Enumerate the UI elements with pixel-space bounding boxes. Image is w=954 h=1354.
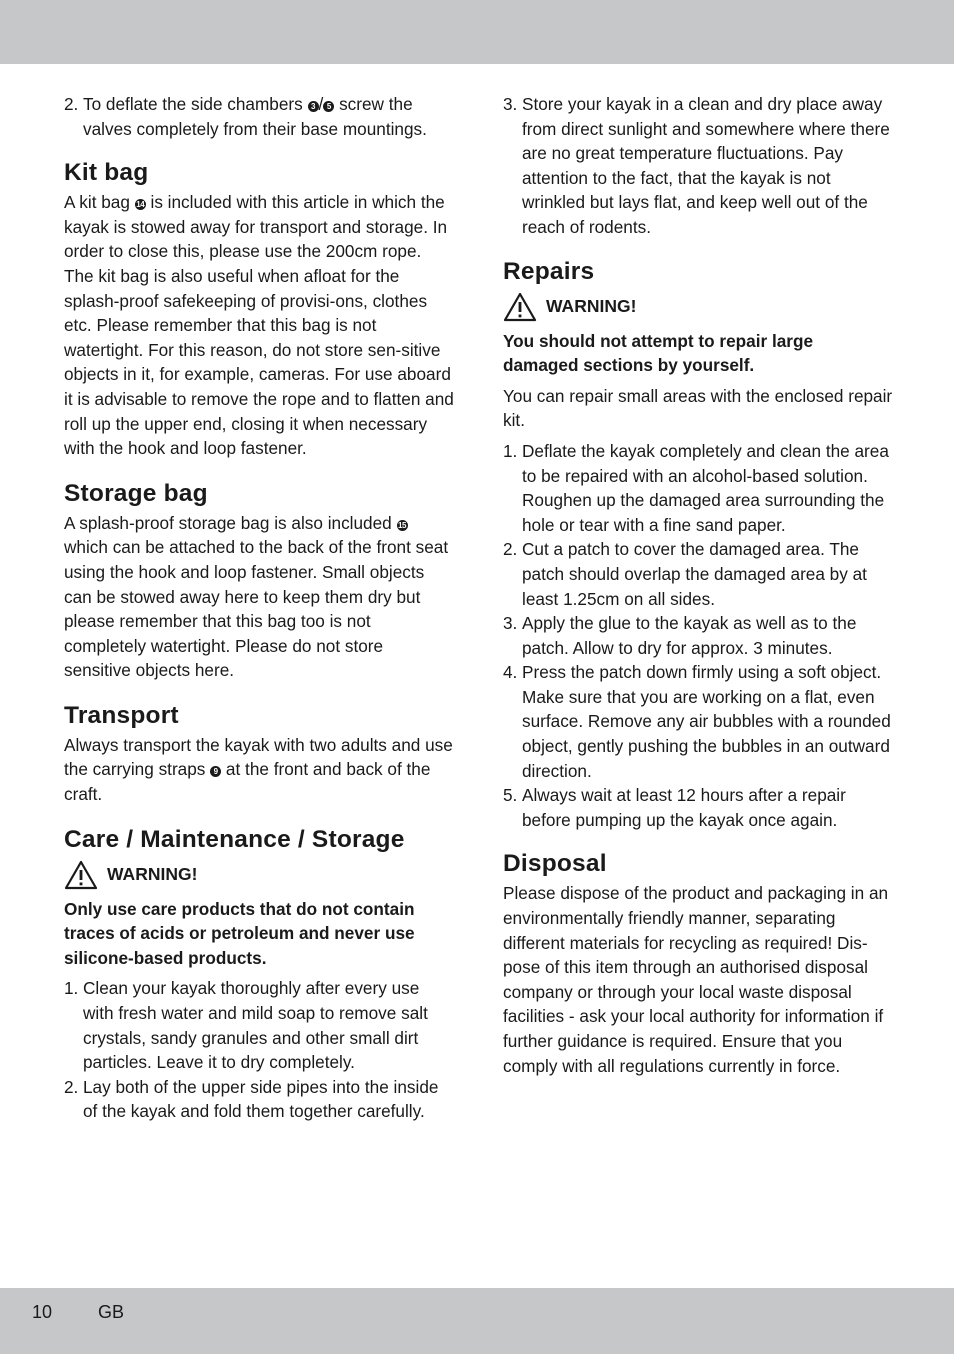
right-column (503, 92, 893, 1078)
care-list (64, 976, 454, 1124)
warning-label: WARNING! (546, 296, 637, 317)
storage-bag-paragraph: A splash-proof storage bag is also included 15 which can be attached to the back of the front seat using the hook and loop fastener. Small objects can be stowed away here to keep them dry but please remember that this bag too is not completely watertight. Please do not store sensitive objects here. (64, 512, 449, 681)
repairs-intro: You can repair small areas with the enclosed repair kit. (503, 385, 893, 431)
list-item: 3. Store your kayak in a clean and dry place away from direct sunlight and somewhere where there are no great temperature fluctuations. Pay attention to the fact, that the kayak is not wrinkled but lays flat, and keep well out of the reach of rodents. (503, 94, 890, 237)
list-item: 2. Cut a patch to cover the damaged area. The patch should overlap the damaged area by at least 1.25cm on all sides. (503, 539, 867, 609)
list-item: 2. Lay both of the upper side pipes into the inside of the kayak and fold them together carefully. (64, 1076, 439, 1122)
care-heading: Care / Maintenance / Storage (64, 825, 405, 853)
repairs-list (503, 439, 893, 833)
transport-paragraph: Always transport the kayak with two adults and use the carrying straps 9 at the front and back of the craft. (64, 734, 453, 805)
repairs-heading: Repairs (503, 257, 595, 285)
disposal-paragraph: Please dispose of the product and packaging in an environmentally friendly manner, separating different materials for recycling as required! Dis-pose of this item through an authorised disposal company or through your local waste disposal facilities - ask your local authority for information if further guidance is required. Ensure that you comply with all regulations currently in force. (503, 883, 889, 1076)
warning-triangle-icon (64, 860, 98, 890)
part-ref-badge: 9 (210, 766, 221, 777)
disposal-heading: Disposal (503, 850, 607, 878)
header-band (0, 0, 954, 64)
list-item: 3. Apply the glue to the kayak as well as to the patch. Allow to dry for approx. 3 minutes. (503, 613, 857, 658)
list-item: 1. Deflate the kayak completely and clean the area to be repaired with an alcohol-based solution. Roughen up the damaged area surrounding the hole or tear with a fine sand paper. (503, 440, 889, 535)
kit-bag-paragraph: A kit bag 14 is included with this article in which the kayak is stowed away for transport and storage. In order to close this, please use the 200cm rope. The kit bag is also useful when afloat for the splash-proof safekeeping of provisi-ons, clothes etc. Please remember that this bag is not watertight. For this reason, do not store sen-sitive objects in it, for example, cameras. For use aboard it is advisable to remove the rope and to flatten and roll up the upper end, closing it when necessary with the hook and loop fastener. (64, 192, 454, 459)
repairs-warning-text: You should not attempt to repair large damaged sections by yourself. (503, 330, 814, 376)
part-ref-badge: 15 (398, 520, 406, 530)
footer-band (0, 1288, 954, 1354)
list-item: 5. Always wait at least 12 hours after a repair before pumping up the kayak once again. (503, 785, 846, 830)
care-warning-text: Only use care products that do not contain traces of acids or petroleum and never use silicone-based products. (64, 898, 415, 968)
transport-heading: Transport (64, 701, 179, 729)
part-ref-badge: 5 (323, 101, 334, 112)
left-column (64, 92, 454, 1124)
part-ref-badge: 14 (136, 200, 145, 210)
care-list-continued-intro (64, 92, 454, 141)
care-list-continued (503, 92, 893, 240)
list-item: 1. Clean your kayak thoroughly after every use with fresh water and mild soap to remove salt crystals, sandy granules and other small dirt particles. Leave it to dry completely. (64, 978, 428, 1073)
page-number: 10 (32, 1302, 53, 1322)
kit-bag-heading: Kit bag (64, 159, 149, 187)
storage-bag-heading: Storage bag (64, 479, 208, 507)
warning-triangle-icon (503, 292, 537, 322)
list-item: 4. Press the patch down firmly using a soft object. Make sure that you are working on a flat, even surface. Remove any air bubbles with a rounded object, gently pushing the bubbles in an outward direction. (503, 662, 891, 781)
part-ref-badge: 3 (308, 101, 319, 112)
care-warning (64, 859, 454, 891)
repairs-warning (503, 291, 893, 323)
language-code: GB (98, 1302, 125, 1322)
list-item: 2. To deflate the side chambers 3 / 5 screw the valves completely from their base mountings. (64, 94, 427, 139)
warning-label: WARNING! (107, 864, 198, 885)
